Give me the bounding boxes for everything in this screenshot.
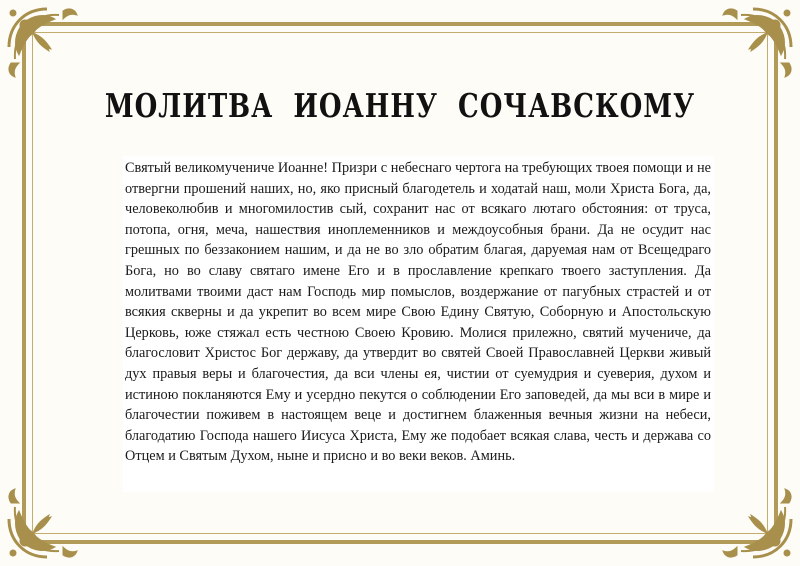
- prayer-title: МОЛИТВА ИОАННУ СОЧАВСКОМУ: [104, 88, 696, 126]
- floral-corner-ornament-icon: [3, 483, 83, 563]
- prayer-text: Святый великомучениче Иоанне! Призри с небеснаго чертога на требующих твоея помощи и не отвергни прошений наших, но, яко присный благодетель и ходатай наш, моли Христа Бога, да, человеколюбив и многомилостив сый, сохранит нас от всякаго лютаго обстояния: от труса, потопа, огня, меча, нашествия иноплеменников и междоусобныя брани. Да не осудит нас грешных по беззаконием нашим, и да не во зло обратим благая, даруемая нам от Всещедраго Бога, но во славу святаго имене Его и в прославление крепкаго твоего заступления. Да молитвами твоими даст нам Господь мир помыслов, воздержание от пагубных страстей и от всякия скверны и да укрепит во всем мире Свою Едину Святую, Соборную и Апостольскую Церковь, юже стяжал есть честною Своею Кровию. Молися прилежно, святий мучениче, да благословит Христос Бог державу, да утвердит во святей Своей Православней Церкви живый дух правыя веры и благочестия, да вси члены ея, чистии от суемудрия и суеверия, духом и истиною покланяются Ему и усердно пекутся о соблюдении Его заповедей, да мы вси в мире и благочестии поживем в настоящем веце и достигнем блаженныя вечныя жизни на небеси, благодатию Господа нашего Иисуса Христа, Ему же подобает всякая слава, честь и держава со Отцем и Святым Духом, ныне и присно и во веки веков. Аминь.: [123, 156, 714, 492]
- floral-corner-ornament-icon: [3, 3, 83, 83]
- floral-corner-ornament-icon: [717, 3, 797, 83]
- floral-corner-ornament-icon: [717, 483, 797, 563]
